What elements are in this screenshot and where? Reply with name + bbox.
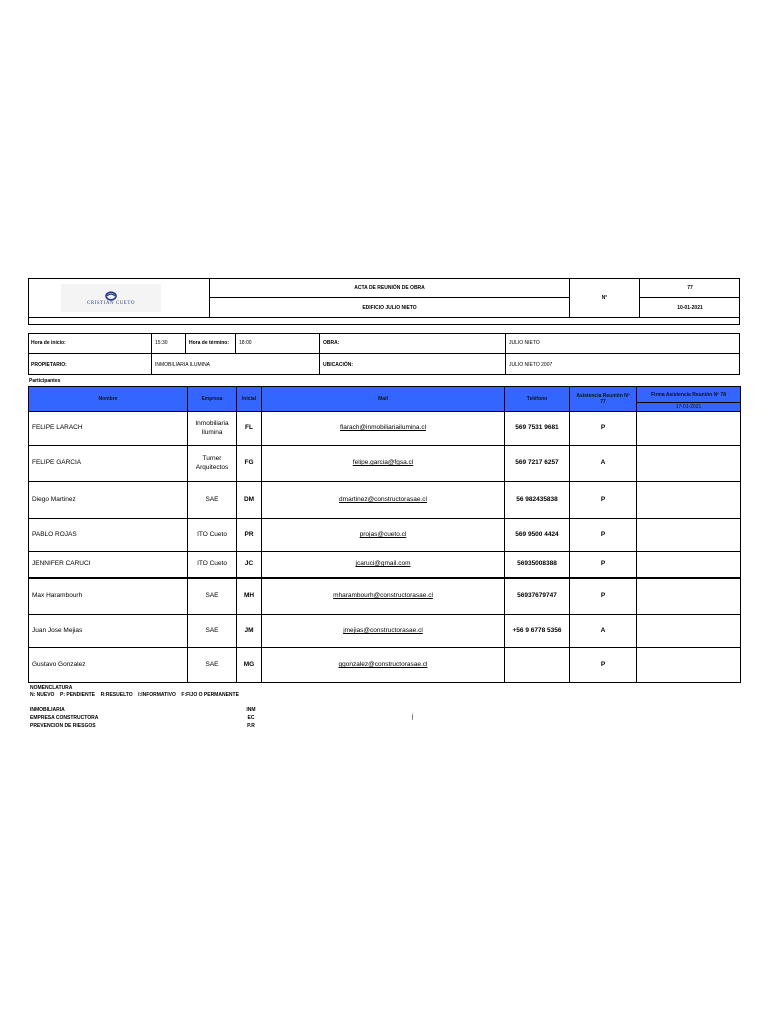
- cell-nombre: Diego Martinez: [29, 482, 188, 519]
- firma-title: Firma Asistencia Reunión Nº 78: [637, 387, 740, 403]
- cell-telefono: 56937679747: [505, 578, 570, 615]
- participants-body: [29, 412, 741, 683]
- cell-mail[interactable]: [262, 615, 505, 648]
- cell-nombre: Max Harambourh: [29, 578, 188, 615]
- cell-mail[interactable]: [262, 482, 505, 519]
- cell-firma: [637, 615, 741, 648]
- project-subtitle: EDIFICIO JULIO NIETO: [210, 298, 570, 318]
- obra-label: OBRA:: [320, 333, 506, 354]
- col-mail: Mail: [262, 387, 505, 412]
- document-title: ACTA DE REUNIÓN DE OBRA: [210, 278, 570, 298]
- entity-name-pr: PREVENCION DE RIESGOS: [30, 723, 96, 729]
- participant-row: [29, 446, 741, 482]
- cell-mail[interactable]: [262, 412, 505, 446]
- mail-link[interactable]: jmejias@constructorasae.cl: [343, 626, 423, 634]
- cell-telefono: 569 7531 9681: [505, 412, 570, 446]
- cell-asistencia: P: [570, 648, 637, 683]
- participant-row: [29, 648, 741, 683]
- col-firma: [637, 387, 741, 412]
- cell-asistencia: P: [570, 412, 637, 446]
- end-time-value: 18:00: [236, 333, 320, 354]
- cell-asistencia: P: [570, 578, 637, 615]
- cell-asistencia: A: [570, 615, 637, 648]
- col-empresa: Empresa: [188, 387, 237, 412]
- participants-table: [28, 386, 741, 683]
- mail-link[interactable]: jcaruci@gmail.com: [355, 560, 411, 568]
- cell-inicial: FL: [237, 412, 262, 446]
- stray-marker: j: [412, 714, 414, 720]
- nomenclature-title: NOMENCLATURA: [30, 685, 73, 691]
- cell-telefono: 569 9500 4424: [505, 519, 570, 552]
- cell-firma: [637, 578, 741, 615]
- entity-name-ec: EMPRESA CONSTRUCTORA: [30, 715, 99, 721]
- cell-firma: [637, 412, 741, 446]
- firma-date: 17-01-2021: [675, 404, 702, 410]
- cell-mail[interactable]: [262, 648, 505, 683]
- col-telefono: Teléfono: [505, 387, 570, 412]
- cell-nombre: Juan Jose Mejias: [29, 615, 188, 648]
- cell-empresa: SAE: [188, 578, 237, 615]
- cell-inicial: JC: [237, 552, 262, 578]
- nomenclature-legend: N: NUEVO P: PENDIENTE R:RESUELTO I:INFORMATIVO F:FIJO O PERMANENTE: [30, 692, 239, 698]
- end-time-label: Hora de término:: [186, 333, 236, 354]
- cell-nombre: Gustavo Gonzalez: [29, 648, 188, 683]
- cell-asistencia: P: [570, 552, 637, 578]
- cell-inicial: MG: [237, 648, 262, 683]
- number-label: N°: [570, 278, 640, 318]
- cell-empresa: Turner Arquitectos: [188, 446, 237, 482]
- col-nombre: Nombre: [29, 387, 188, 412]
- mail-link[interactable]: flarach@inmobiliariailumina.cl: [339, 424, 427, 432]
- cell-telefono: 569 7217 6257: [505, 446, 570, 482]
- entity-code-pr: P.R: [247, 723, 255, 729]
- participants-header-row: [29, 387, 741, 412]
- col-inicial: Inicial: [237, 387, 262, 412]
- meeting-date: 10-01-2021: [677, 305, 703, 311]
- cell-asistencia: P: [570, 519, 637, 552]
- mail-link[interactable]: felipe.garcia@fgsa.cl: [352, 459, 414, 467]
- start-time-label: Hora de inicio:: [28, 333, 152, 354]
- mail-link[interactable]: mharambourh@constructorasae.cl: [333, 592, 433, 600]
- cell-telefono: [505, 648, 570, 683]
- company-logo: [61, 284, 161, 312]
- cell-mail[interactable]: [262, 446, 505, 482]
- cell-firma: [637, 519, 741, 552]
- cell-inicial: MH: [237, 578, 262, 615]
- cell-inicial: JM: [237, 615, 262, 648]
- logo-text: CRISTIAN CUETO: [87, 300, 135, 306]
- cell-empresa: SAE: [188, 615, 237, 648]
- cell-empresa: ITO Cueto: [188, 519, 237, 552]
- entity-code-ec: EC: [247, 715, 255, 721]
- cell-telefono: 56 982435838: [505, 482, 570, 519]
- participant-row: [29, 412, 741, 446]
- cell-empresa: ITO Cueto: [188, 552, 237, 578]
- entity-code-inm: INM: [246, 707, 256, 713]
- mail-link[interactable]: ggonzalez@constructorasae.cl: [338, 660, 428, 668]
- cell-mail[interactable]: [262, 519, 505, 552]
- logo-mark-icon: [104, 291, 118, 301]
- start-time-value: 15:30: [152, 333, 186, 354]
- participants-label: Participantes: [29, 378, 61, 384]
- logo-cell: [28, 278, 210, 318]
- cell-mail[interactable]: [262, 552, 505, 578]
- cell-inicial: PR: [237, 519, 262, 552]
- cell-nombre: FELIPE LARACH: [29, 412, 188, 446]
- cell-nombre: PABLO ROJAS: [29, 519, 188, 552]
- col-asistencia: Asistencia Reunión Nº 77: [570, 387, 637, 412]
- cell-telefono: 56935008388: [505, 552, 570, 578]
- cell-inicial: DM: [237, 482, 262, 519]
- owner-label: PROPIETARIO:: [28, 354, 152, 375]
- cell-telefono: +56 9 6778 5356: [505, 615, 570, 648]
- cell-empresa: SAE: [188, 648, 237, 683]
- cell-nombre: JENNIFER CARUCI: [29, 552, 188, 578]
- participant-row: [29, 552, 741, 578]
- mail-link[interactable]: dmartinez@constructorasae.cl: [339, 495, 427, 503]
- minutes-number: 77: [640, 278, 740, 298]
- participant-row: [29, 519, 741, 552]
- cell-mail[interactable]: [262, 578, 505, 615]
- mail-link[interactable]: projas@cueto.cl: [359, 530, 407, 538]
- cell-firma: [637, 446, 741, 482]
- cell-firma: [637, 552, 741, 578]
- cell-firma: [637, 482, 741, 519]
- participant-row: [29, 482, 741, 519]
- cell-asistencia: P: [570, 482, 637, 519]
- cell-empresa: Inmobiliaria Ilumina: [188, 412, 237, 446]
- participant-row: [29, 615, 741, 648]
- entity-name-inm: INMOBILIARIA: [30, 707, 65, 713]
- obra-value: JULIO NIETO: [506, 333, 740, 354]
- location-label: UBICACIÓN:: [320, 354, 506, 375]
- cell-inicial: FG: [237, 446, 262, 482]
- header-spacer-row: [28, 317, 740, 325]
- location-value: JULIO NIETO 2007: [509, 361, 553, 368]
- cell-firma: [637, 648, 741, 683]
- owner-value: INMOBILIARIA ILUMINA: [152, 354, 320, 375]
- cell-nombre: FELIPE GARCIA: [29, 446, 188, 482]
- cell-asistencia: A: [570, 446, 637, 482]
- participant-row: [29, 578, 741, 615]
- cell-empresa: SAE: [188, 482, 237, 519]
